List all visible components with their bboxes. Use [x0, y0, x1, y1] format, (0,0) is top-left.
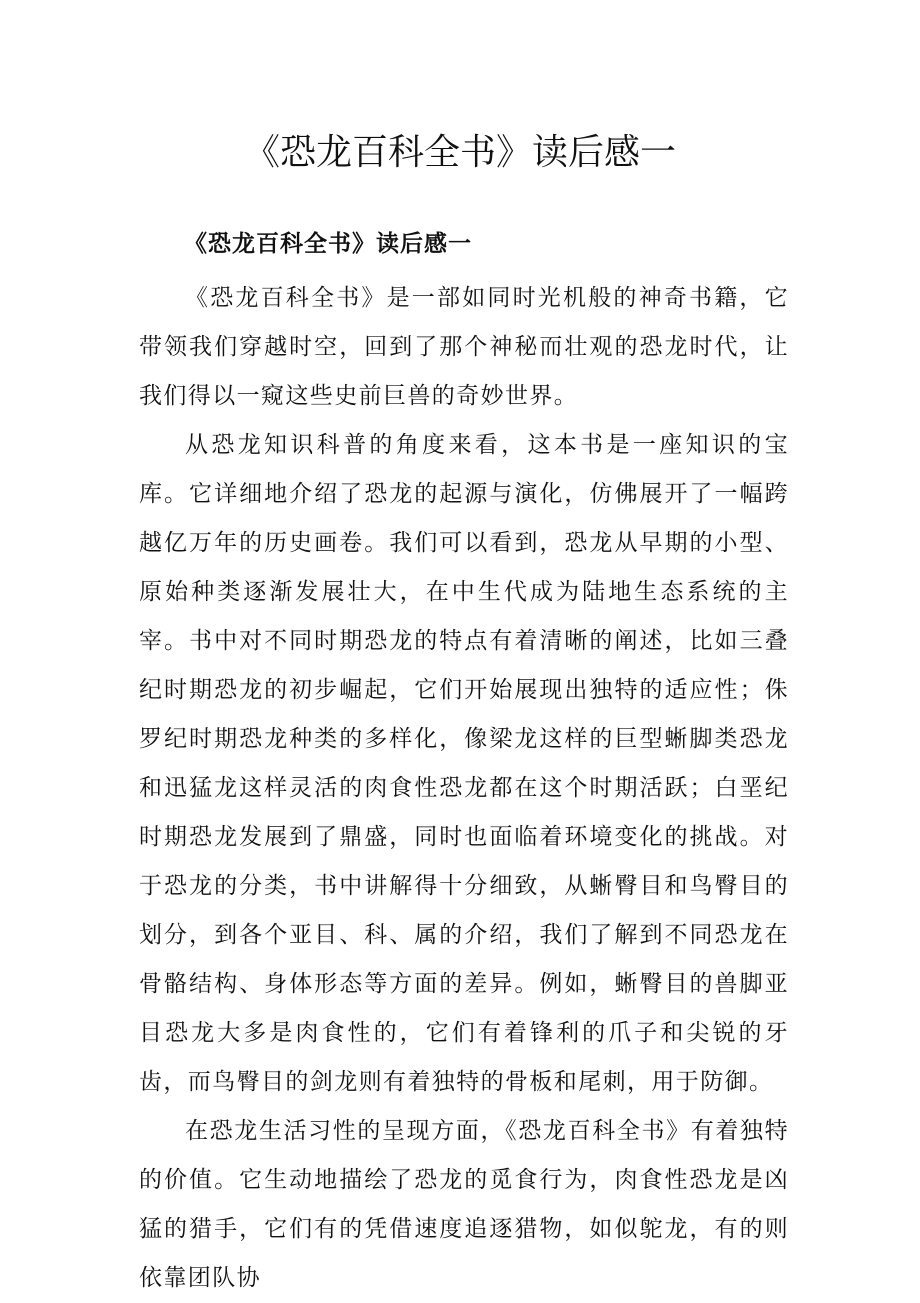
document-body	[139, 274, 789, 1303]
paragraph-habits: 在恐龙生活习性的呈现方面，《恐龙百科全书》有着独特的价值。它生动地描绘了恐龙的觅食行为，肉食性恐龙是凶猛的猎手，它们有的凭借速度追逐猎物，如似鸵龙，有的则依靠团队协	[139, 1118, 789, 1291]
document-title: 《恐龙百科全书》读后感一	[243, 132, 676, 173]
document-subtitle: 《恐龙百科全书》读后感一	[184, 230, 472, 257]
paragraph-knowledge: 从恐龙知识科普的角度来看，这本书是一座知识的宝库。它详细地介绍了恐龙的起源与演化，仿佛展开了一幅跨越亿万年的历史画卷。我们可以看到，恐龙从早期的小型、原始种类逐渐发展壮大，在中生代成为陆地生态系统的主宰。书中对不同时期恐龙的特点有着清晰的阐述，比如三叠纪时期恐龙的初步崛起，它们开始展现出独特的适应性；侏罗纪时期恐龙种类的多样化，像梁龙这样的巨型蜥脚类恐龙和迅猛龙这样灵活的肉食性恐龙都在这个时期活跃；白垩纪时期恐龙发展到了鼎盛，同时也面临着环境变化的挑战。对于恐龙的分类，书中讲解得十分细致，从蜥臀目和鸟臀目的划分，到各个亚目、科、属的介绍，我们了解到不同恐龙在骨骼结构、身体形态等方面的差异。例如，蜥臀目的兽脚亚目恐龙大多是肉食性的，它们有着锋利的爪子和尖锐的牙齿，而鸟臀目的剑龙则有着独特的骨板和尾刺，用于防御。	[139, 432, 789, 1095]
paragraph-intro: 《恐龙百科全书》是一部如同时光机般的神奇书籍，它带领我们穿越时空，回到了那个神秘而壮观的恐龙时代，让我们得以一窥这些史前巨兽的奇妙世界。	[139, 285, 789, 409]
